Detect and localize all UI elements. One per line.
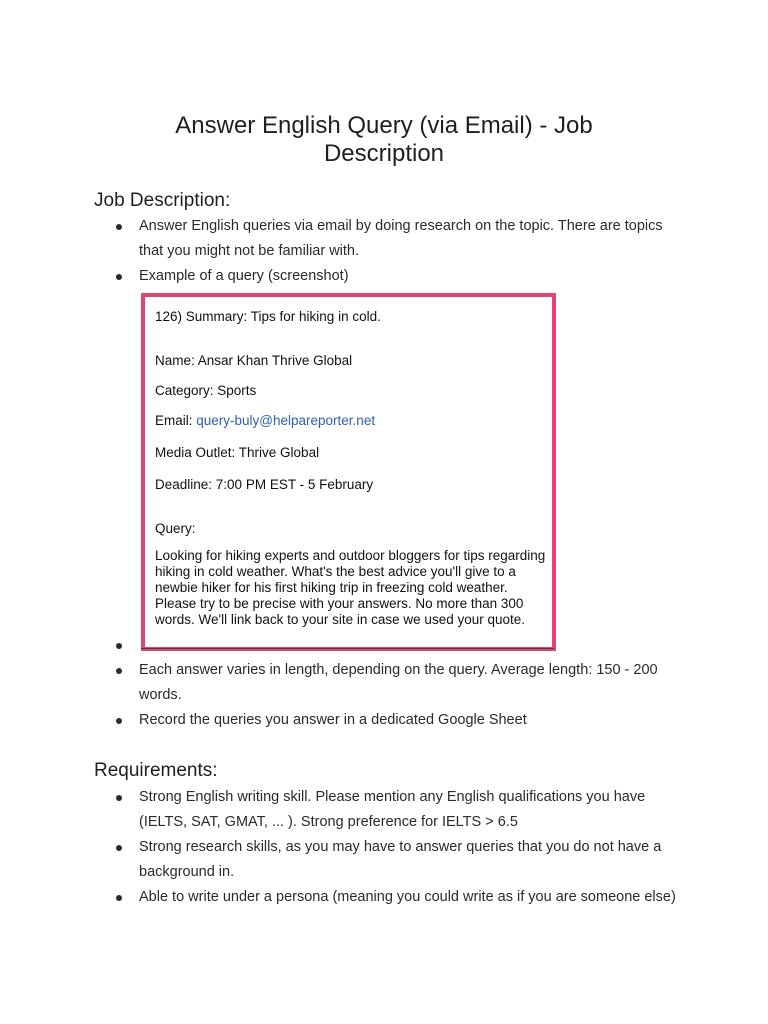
list-item — [0, 658, 768, 708]
list-item-text: Answer English queries via email by doing research on the topic. There are topics that you might not be familiar with. — [139, 218, 663, 259]
bullet-icon — [116, 845, 122, 851]
title-line-1: Answer English Query (via Email) - Job — [175, 112, 593, 139]
list-item — [0, 214, 768, 264]
bullet-icon — [116, 224, 122, 230]
bullet-icon — [116, 895, 122, 901]
job-description-heading: Job Description: — [94, 190, 231, 211]
bullet-icon — [116, 643, 122, 649]
query-text: Looking for hiking experts and outdoor bloggers for tips regarding hiking in cold weather. What's the best advice you'll give to a newbie hiker for his first hiking trip in freezing cold weather. Please try to be precise with your answers. No more than 300 words. We'll link back to your site in case we used your quote. — [155, 548, 546, 627]
query-summary: 126) Summary: Tips for hiking in cold. — [155, 309, 381, 324]
list-item — [0, 885, 768, 910]
page-title — [0, 112, 768, 168]
query-name: Name: Ansar Khan Thrive Global — [155, 353, 353, 368]
job-description-list — [0, 214, 768, 289]
list-item — [0, 708, 768, 733]
query-email — [155, 413, 375, 428]
list-item — [0, 835, 768, 885]
bullet-icon — [116, 274, 122, 280]
list-item — [0, 785, 768, 835]
email-link[interactable]: query-buly@helpareporter.net — [196, 413, 376, 428]
email-label: Email: — [155, 413, 197, 428]
requirements-heading: Requirements: — [94, 760, 218, 781]
bullet-icon — [116, 718, 122, 724]
job-description-list-continued — [0, 658, 768, 733]
list-item-text: Strong English writing skill. Please mention any English qualifications you have (IELTS, SAT, GMAT, ... ). Strong preference for IELTS > 6.5 — [139, 789, 646, 830]
bullet-icon — [116, 795, 122, 801]
query-media-outlet: Media Outlet: Thrive Global — [155, 445, 320, 460]
query-category: Category: Sports — [155, 383, 257, 398]
list-item-text: Strong research skills, as you may have to answer queries that you do not have a background in. — [139, 839, 662, 880]
list-item-text: Each answer varies in length, depending on the query. Average length: 150 - 200 words. — [139, 662, 658, 703]
query-deadline: Deadline: 7:00 PM EST - 5 February — [155, 477, 374, 492]
title-line-2: Description — [323, 140, 445, 167]
screenshot-underline — [141, 648, 554, 649]
list-item-text: Record the queries you answer in a dedicated Google Sheet — [139, 712, 527, 728]
bullet-icon — [116, 668, 122, 674]
list-item-text: Example of a query (screenshot) — [139, 268, 349, 284]
list-item — [0, 264, 768, 289]
query-label: Query: — [155, 521, 196, 536]
requirements-list — [0, 785, 768, 910]
list-item-text: Able to write under a persona (meaning you could write as if you are someone else) — [139, 889, 676, 905]
query-screenshot — [141, 293, 556, 651]
